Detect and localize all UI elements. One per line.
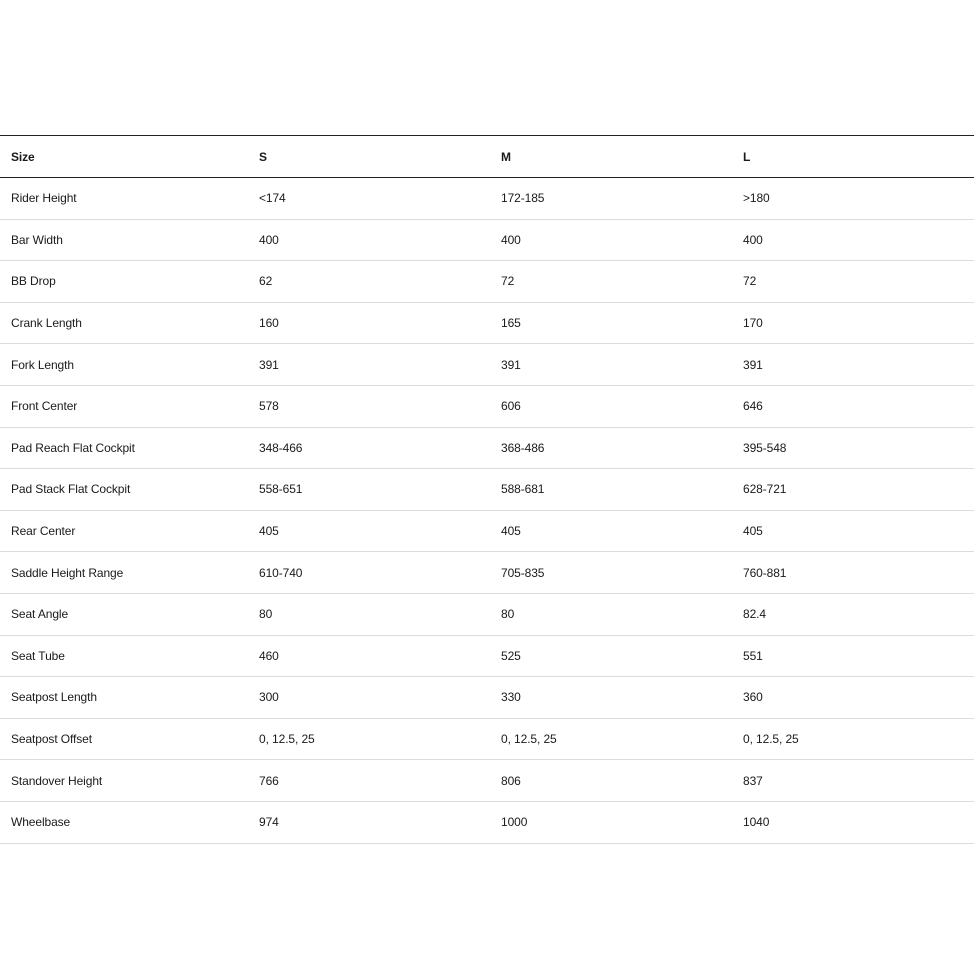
geometry-table — [0, 135, 974, 844]
table-row — [0, 303, 974, 345]
cell-value-s: 766 — [259, 773, 279, 788]
cell-row-label: Seatpost Offset — [11, 732, 92, 747]
cell-value-l: 760-881 — [743, 565, 787, 580]
cell-value-l: 405 — [743, 524, 763, 539]
cell-value-s: 0, 12.5, 25 — [259, 732, 315, 747]
cell-row-label: Bar Width — [11, 232, 63, 247]
cell-value-l: 1040 — [743, 815, 770, 830]
table-header-row — [0, 136, 974, 178]
cell-row-label: Seatpost Length — [11, 690, 97, 705]
cell-value-l: 82.4 — [743, 607, 766, 622]
table-body — [0, 178, 974, 844]
cell-row-label: Fork Length — [11, 357, 74, 372]
cell-value-m: 368-486 — [501, 440, 545, 455]
header-cell-m: M — [501, 149, 511, 164]
table-row — [0, 178, 974, 220]
cell-value-m: 705-835 — [501, 565, 545, 580]
cell-value-m: 1000 — [501, 815, 528, 830]
cell-value-m: 606 — [501, 399, 521, 414]
cell-value-l: 170 — [743, 316, 763, 331]
cell-value-s: 400 — [259, 232, 279, 247]
cell-value-l: 395-548 — [743, 440, 787, 455]
cell-value-s: 558-651 — [259, 482, 303, 497]
table-row — [0, 636, 974, 678]
cell-value-l: 400 — [743, 232, 763, 247]
cell-value-m: 330 — [501, 690, 521, 705]
cell-value-l: 391 — [743, 357, 763, 372]
cell-row-label: Rear Center — [11, 524, 76, 539]
cell-value-m: 0, 12.5, 25 — [501, 732, 557, 747]
cell-value-s: 391 — [259, 357, 279, 372]
table-row — [0, 428, 974, 470]
cell-value-m: 80 — [501, 607, 515, 622]
cell-row-label: Front Center — [11, 399, 78, 414]
table-row — [0, 719, 974, 761]
cell-value-s: 348-466 — [259, 440, 303, 455]
cell-value-m: 405 — [501, 524, 521, 539]
cell-row-label: Crank Length — [11, 316, 82, 331]
cell-value-l: >180 — [743, 191, 770, 206]
header-cell-s: S — [259, 149, 267, 164]
cell-value-l: 72 — [743, 274, 757, 289]
cell-value-m: 165 — [501, 316, 521, 331]
cell-value-s: 610-740 — [259, 565, 303, 580]
cell-value-m: 588-681 — [501, 482, 545, 497]
cell-value-l: 0, 12.5, 25 — [743, 732, 799, 747]
cell-value-m: 525 — [501, 648, 521, 663]
cell-row-label: Saddle Height Range — [11, 565, 124, 580]
cell-value-m: 806 — [501, 773, 521, 788]
cell-value-m: 72 — [501, 274, 515, 289]
cell-row-label: Standover Height — [11, 773, 103, 788]
cell-row-label: Pad Reach Flat Cockpit — [11, 440, 135, 455]
table-row — [0, 552, 974, 594]
cell-row-label: Pad Stack Flat Cockpit — [11, 482, 131, 497]
cell-row-label: Seat Tube — [11, 648, 65, 663]
table-row — [0, 220, 974, 262]
cell-value-l: 646 — [743, 399, 763, 414]
cell-row-label: Rider Height — [11, 191, 77, 206]
table-row — [0, 469, 974, 511]
cell-value-m: 391 — [501, 357, 521, 372]
cell-row-label: BB Drop — [11, 274, 56, 289]
cell-value-l: 360 — [743, 690, 763, 705]
cell-value-s: 300 — [259, 690, 279, 705]
cell-value-s: 974 — [259, 815, 279, 830]
table-row — [0, 594, 974, 636]
cell-value-s: 62 — [259, 274, 273, 289]
table-row — [0, 511, 974, 553]
table-row — [0, 677, 974, 719]
header-cell-l: L — [743, 149, 751, 164]
cell-value-s: 578 — [259, 399, 279, 414]
cell-value-s: 80 — [259, 607, 273, 622]
table-row — [0, 344, 974, 386]
cell-value-l: 628-721 — [743, 482, 787, 497]
header-cell-size: Size — [11, 149, 35, 164]
cell-row-label: Seat Angle — [11, 607, 69, 622]
cell-value-m: 172-185 — [501, 191, 545, 206]
cell-value-s: 460 — [259, 648, 279, 663]
table-row — [0, 760, 974, 802]
cell-row-label: Wheelbase — [11, 815, 71, 830]
cell-value-l: 551 — [743, 648, 763, 663]
cell-value-l: 837 — [743, 773, 763, 788]
table-row — [0, 261, 974, 303]
table-row — [0, 386, 974, 428]
table-row — [0, 802, 974, 844]
cell-value-m: 400 — [501, 232, 521, 247]
cell-value-s: 160 — [259, 316, 279, 331]
cell-value-s: 405 — [259, 524, 279, 539]
cell-value-s: <174 — [259, 191, 286, 206]
